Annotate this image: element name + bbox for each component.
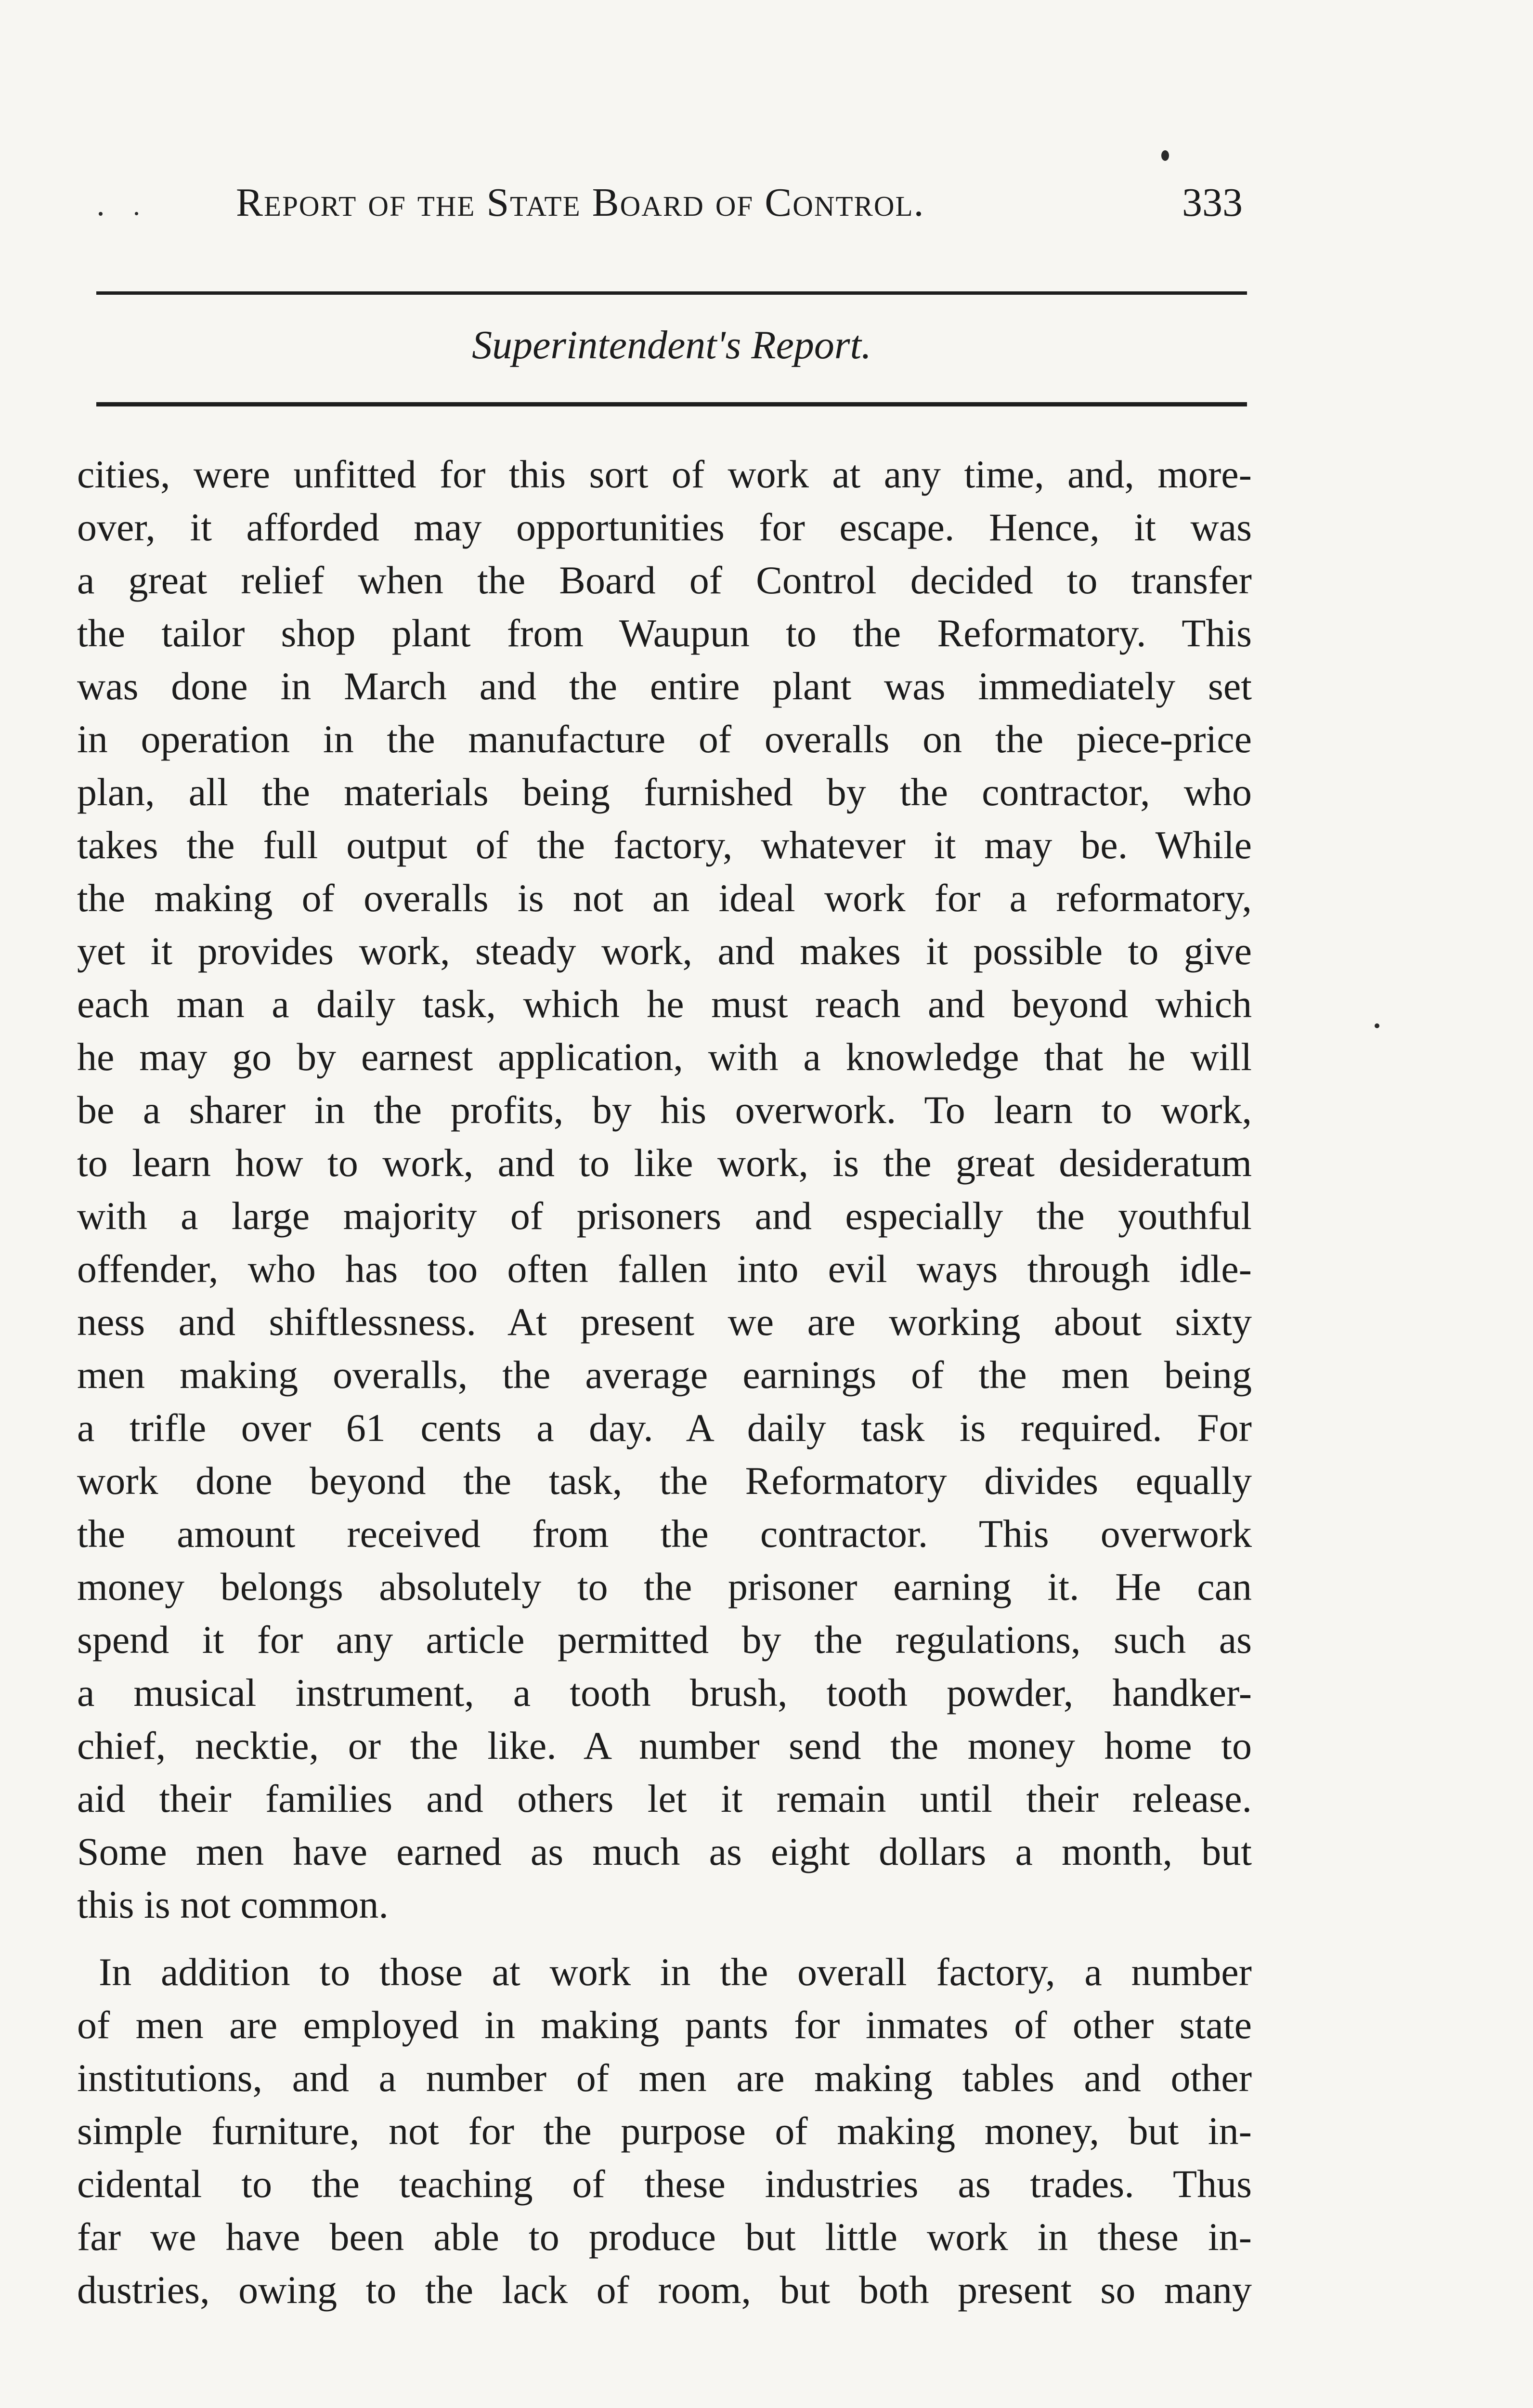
text-line: far we have been able to produce but little work in these in- [77,2215,1252,2259]
text-line: simple furniture, not for the purpose of making money, but in- [77,2109,1252,2153]
ink-speck [1161,150,1169,161]
text-line: money belongs absolutely to the prisoner earning it. He can [77,1565,1252,1609]
text-line: a musical instrument, a tooth brush, tooth powder, handker- [77,1671,1252,1714]
text-line: In addition to those at work in the overall factory, a number [99,1950,1252,1994]
text-line: he may go by earnest application, with a knowledge that he will [77,1035,1252,1079]
text-line: a great relief when the Board of Control decided to transfer [77,558,1252,602]
text-line: this is not common. [77,1883,389,1926]
text-line: dustries, owing to the lack of room, but both present so many [77,2268,1252,2312]
page-number: 333 [1182,180,1243,225]
text-line: institutions, and a number of men are making tables and other [77,2056,1252,2100]
text-line: each man a daily task, which he must reach and beyond which [77,982,1252,1026]
text-line: the making of overalls is not an ideal work for a reformatory, [77,876,1252,920]
text-line: Some men have earned as much as eight dollars a month, but [77,1830,1252,1873]
text-line: in operation in the manufacture of overalls on the piece-price [77,717,1252,761]
text-line: offender, who has too often fallen into evil ways through idle- [77,1247,1252,1291]
text-line: chief, necktie, or the like. A number send the money home to [77,1724,1252,1767]
text-line: spend it for any article permitted by the regulations, such as [77,1618,1252,1662]
text-line: cities, were unfitted for this sort of work at any time, and, more- [77,452,1252,496]
ink-speck [135,212,138,215]
text-line: to learn how to work, and to like work, is the great desideratum [77,1141,1252,1185]
paragraph [77,1946,1252,2316]
header-rule-top [96,291,1247,295]
text-line: be a sharer in the profits, by his overwork. To learn to work, [77,1088,1252,1132]
text-line: takes the full output of the factory, whatever it may be. While [77,823,1252,867]
text-line: the tailor shop plant from Waupun to the Reformatory. This [77,611,1252,655]
ink-speck [1375,1023,1379,1028]
text-line: of men are employed in making pants for inmates of other state [77,2003,1252,2047]
text-line: plan, all the materials being furnished by the contractor, who [77,770,1252,814]
text-line: the amount received from the contractor. This overwork [77,1512,1252,1556]
text-line: with a large majority of prisoners and especially the youthful [77,1194,1252,1238]
text-line: over, it afforded may opportunities for escape. Hence, it was [77,505,1252,549]
text-line: men making overalls, the average earnings of the men being [77,1353,1252,1397]
text-line: cidental to the teaching of these industries as trades. Thus [77,2162,1252,2206]
body-text [77,448,1252,2316]
paragraph-gap [77,1931,1252,1946]
text-line: ness and shiftlessness. At present we are working about sixty [77,1300,1252,1344]
header-rule-bottom [96,402,1247,406]
paragraph [77,448,1252,1931]
text-line: work done beyond the task, the Reformatory divides equally [77,1459,1252,1503]
text-line: yet it provides work, steady work, and makes it possible to give [77,929,1252,973]
ink-speck [99,212,103,216]
running-head: Report of the State Board of Control. [236,180,925,225]
text-line: was done in March and the entire plant was immediately set [77,664,1252,708]
text-line: a trifle over 61 cents a day. A daily task is required. For [77,1406,1252,1450]
section-title: Superintendent's Report. [472,323,871,367]
text-line: aid their families and others let it remain until their release. [77,1777,1252,1820]
